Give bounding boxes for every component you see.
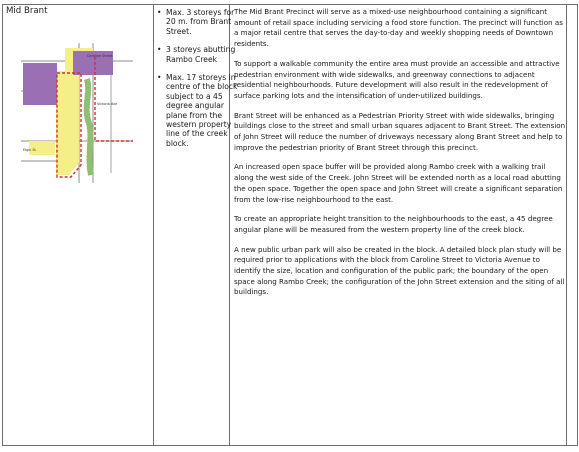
map-green-buffer	[87, 79, 91, 175]
map-street-label: Caroline Street	[87, 54, 113, 58]
description-paragraph: A new public urban park will also be created in the block. A detailed block plan study will be required prior to applications with the block from Caroline Street to Victoria Avenue to identify the size, location and configuration of the public park; the boundary of the open space along Rambo Creek; the configuration of the John Street extension and the siting of all buildings.	[234, 244, 565, 297]
description-text	[234, 7, 566, 307]
height-limits-list	[157, 8, 239, 157]
height-limit-text: 3 storeys abutting Rambo Creek	[166, 45, 236, 64]
precinct-cell	[3, 5, 154, 446]
list-item	[157, 45, 239, 64]
bullet-icon: •	[157, 45, 162, 55]
list-item	[157, 73, 239, 148]
description-paragraph: To support a walkable community the entire area must provide an accessible and attractive pedestrian environment with wide sidewalks, and greenway connections to adjacent residential neighbourhoods. Future development will also result in the redevelopment of surface parking lots and the intensification of under-utilized buildings.	[234, 58, 560, 100]
map-yellow-area	[56, 71, 79, 175]
list-item	[157, 8, 239, 36]
height-limit-text: Max. 3 storeys for 20 m. from Brant Street.	[166, 8, 235, 36]
description-paragraph: Brant Street will be enhanced as a Pedestrian Priority Street with wide sidewalks, bringing buildings close to the street and small urban squares adjacent to Brant Street. The extension of John Street will reduce the number of driveways necessary along Brant Street and help to improve the pedestrian priority of Brant Street through this precinct.	[234, 110, 566, 152]
map-street-label: Elgin St	[23, 148, 36, 152]
precinct-table	[2, 4, 578, 446]
map-street-label: Victoria Ave	[97, 102, 118, 106]
empty-cell	[567, 5, 578, 446]
height-limit-text: Max. 17 storeys in centre of the block subject to a 45 degree angular plane from the western property line of the creek block.	[166, 73, 238, 148]
description-paragraph: The Mid Brant Precinct will serve as a mixed-use neighbourhood containing a significant amount of retail space including servicing a food store function. The precinct will function as a major retail centre that serves the day-to-day and weekly shopping needs of Downtown residents.	[234, 7, 563, 49]
description-cell	[230, 5, 567, 446]
precinct-map-graphic	[21, 43, 133, 183]
description-paragraph: An increased open space buffer will be provided along Rambo creek with a walking trail along the west side of the Creek. John Street will be extended north as a local road abutting the open space. Together the open space and John Street will create a significant separation from the low-rise neighbourhood to the east.	[234, 162, 563, 204]
description-paragraph: To create an appropriate height transition to the neighbourhoods to the east, a 45 degree angular plane will be measured from the western property line of the creek block.	[234, 214, 553, 234]
height-limits-cell	[154, 5, 238, 446]
bullet-icon: •	[157, 8, 162, 17]
table-row	[3, 5, 578, 446]
bullet-icon: •	[157, 73, 162, 83]
precinct-name: Mid Brant	[6, 6, 48, 16]
map-purple-block	[23, 63, 57, 105]
precinct-map	[21, 43, 133, 183]
